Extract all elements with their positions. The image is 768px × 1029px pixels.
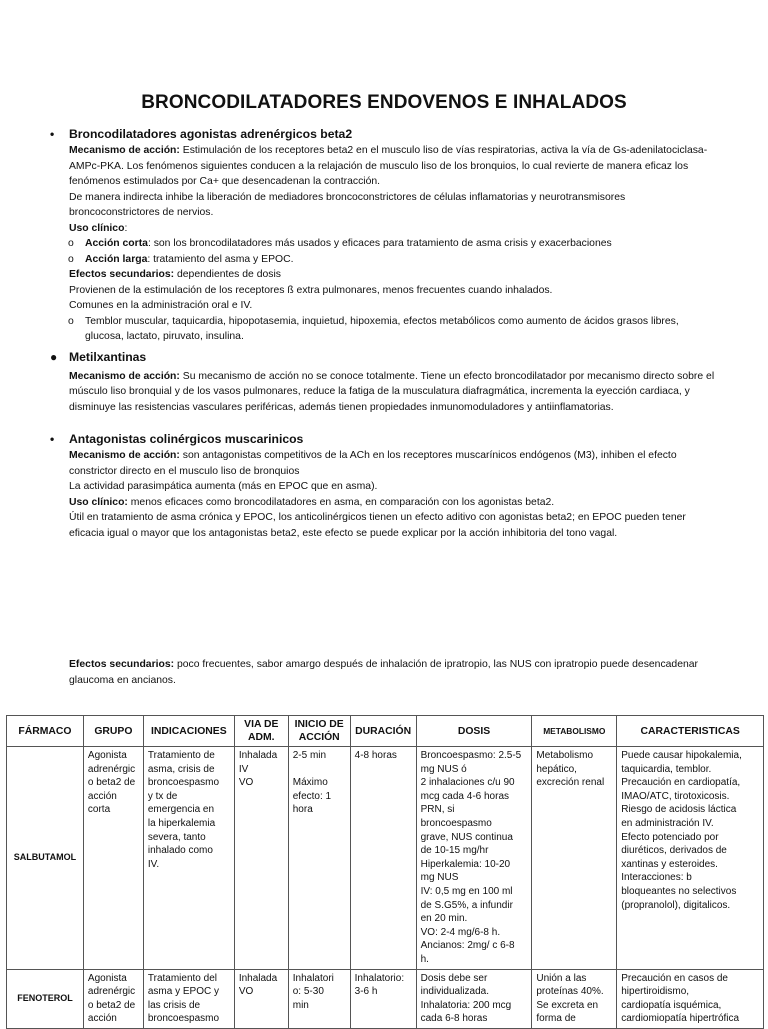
cell-farmaco: SALBUTAMOL [7, 747, 84, 970]
cell-line: inhalado como [147, 845, 213, 857]
cell-line: acción [87, 790, 117, 802]
cell-line: 4-8 horas [354, 750, 397, 761]
cell-line: en 20 min. [420, 913, 468, 925]
header-dosis: DOSIS [416, 716, 532, 747]
cell-line: asma y EPOC y [147, 986, 220, 998]
cell-line: Puede causar hipokalemia, [621, 750, 742, 761]
cell-line: Interacciones: b [621, 872, 692, 884]
cell-metabolismo [532, 747, 617, 970]
cell-farmaco: FENOTEROL [7, 969, 84, 1028]
cell-dosis [416, 969, 532, 1028]
header-metabolismo: METABOLISMO [532, 716, 617, 747]
cell-line: en administración IV. [621, 817, 714, 829]
mecanismo-paragraph: Mecanismo de acción: Estimulación de los receptores beta2 en el musculo liso de vías respiratorias, activa la vía de Gs-adenilatociclasa- [69, 145, 708, 156]
cell-line: Efecto potenciado por [621, 831, 719, 843]
cell-line: mcg cada 4-6 horas [420, 790, 510, 802]
cell-line: VO [238, 986, 254, 998]
text-line: fenómenos estimulados por Ca+ que desencadenan la contracción. [69, 176, 381, 187]
cell-line [293, 763, 346, 777]
efectos-paragraph: Efectos secundarios: dependientes de dosis [69, 269, 281, 280]
text-line: eficacia igual o mayor que los antagonistas beta2, este efecto se puede explicar por la acción inhibitoria del tono vagal. [69, 527, 618, 539]
cell-dosis [416, 747, 532, 970]
header-caracteristicas: CARACTERISTICAS [617, 716, 764, 747]
header-duracion: DURACIÓN [350, 716, 416, 747]
text-line: disminuye las resistencias vasculares periféricas, además tienen propiedades inmunomoduladores y antiinflamatorias. [69, 401, 614, 413]
cell-line: Tratamiento del [147, 972, 217, 984]
cell-via [234, 969, 288, 1028]
cell-caracteristicas [617, 969, 764, 1028]
cell-line: Riesgo de acidosis láctica [621, 804, 737, 816]
cell-line: Agonista [87, 750, 127, 761]
cell-line: diuréticos, derivados de [621, 845, 727, 857]
cell-line: Metabolismo [536, 750, 594, 761]
cell-line: cardiomiopatía hipertrófica [621, 1013, 740, 1025]
text-line: Útil en tratamiento de asma crónica y EPOC, los anticolinérgicos tienen un efecto aditivo con agonistas beta2; en EPOC pueden tener [69, 512, 686, 523]
page-title: BRONCODILATADORES ENDOVENOS E INHALADOS [141, 92, 627, 113]
cell-line: hora [292, 804, 313, 816]
cell-line: 2 inhalaciones c/u 90 [420, 777, 515, 789]
cell-line: Broncoespasmo: 2.5-5 [420, 750, 522, 761]
cell-line: efecto: 1 [292, 790, 332, 802]
cell-line: IV: 0,5 mg en 100 ml [420, 885, 513, 897]
table-header-row [7, 716, 764, 747]
cell-line: las crisis de [147, 999, 201, 1011]
cell-line: individualizada. [420, 986, 490, 998]
circle-bullet-icon: o [68, 315, 74, 327]
drug-table [6, 715, 764, 1029]
cell-line: broncoespasmo [420, 817, 492, 829]
mecanismo-paragraph: Mecanismo de acción: son antagonistas competitivos de la ACh en los receptores muscarínicos endógenos (M3), inhiben el efecto [69, 450, 677, 461]
header-inicio: INICIO DE ACCIÓN [288, 716, 350, 747]
mecanismo-paragraph: Mecanismo de acción: Su mecanismo de acción no se conoce totalmente. Tiene un efecto broncodilatador por mecanismo directo sobre el [69, 370, 715, 382]
uso-clinico-paragraph: Uso clínico: menos eficaces como broncodilatadores en asma, en comparación con los agonistas beta2. [69, 496, 555, 508]
cell-line: 2-5 min [292, 750, 327, 761]
cell-line: Hiperkalemia: 10-20 [420, 858, 511, 870]
cell-line: de 10-15 mg/hr [420, 845, 489, 857]
cell-line: hepático, [536, 763, 577, 775]
cell-line: Se excreta en [536, 999, 599, 1011]
cell-line: de S.G5%, a infundir [420, 899, 513, 911]
section-heading-antagonistas: • Antagonistas colinérgicos muscarinicos [50, 432, 304, 446]
cell-line: Inhalatorio: [354, 972, 405, 984]
cell-line: Agonista [87, 972, 127, 984]
section-heading-beta2: • Broncodilatadores agonistas adrenérgicos beta2 [50, 127, 353, 141]
cell-indicaciones [143, 969, 234, 1028]
bullet-icon: • [50, 127, 55, 141]
cell-line: mg NUS ó [420, 763, 467, 775]
bullet-icon: • [50, 432, 55, 446]
cell-duracion [350, 969, 416, 1028]
cell-line: IV [238, 763, 249, 775]
text-line: Provienen de la estimulación de los receptores ß extra pulmonares, menos frecuentes cuando inhalados. [69, 284, 553, 296]
cell-line: IMAO/ATC, tirotoxicosis. [621, 790, 730, 802]
cell-line: (propranolol), digitalicos. [621, 899, 731, 911]
section-heading-metilxantinas: ● Metilxantinas [50, 349, 147, 364]
cell-line: hipertiroidismo, [621, 986, 690, 998]
cell-line: acción [87, 1013, 117, 1025]
header-indicaciones: INDICACIONES [143, 716, 234, 747]
cell-line: broncoespasmo [147, 1013, 220, 1025]
header-grupo: GRUPO [83, 716, 143, 747]
cell-line: adrenérgic [87, 763, 136, 775]
cell-line: o: 5-30 [292, 986, 324, 998]
cell-line: grave, NUS continua [420, 831, 513, 843]
text-line: glucosa, lactato, piruvato, insulina. [85, 331, 244, 342]
cell-line: bloqueantes no selectivos [621, 885, 737, 897]
text-line: De manera indirecta inhibe la liberación de mediadores broncoconstrictores de células inflamatorias y neurotransmisores [69, 191, 626, 203]
cell-line: emergencia en [147, 804, 215, 816]
text-line: músculo liso bronquial y de los vasos pulmonares, reduce la fatiga de la musculatura diafragmática, incrementa la eyección cardiaca, y [69, 386, 690, 397]
cell-line: Inhalada [238, 750, 278, 761]
cell-line: 3-6 h [354, 986, 378, 998]
cell-line: VO: 2-4 mg/6-8 h. [420, 926, 501, 938]
cell-line: Tratamiento de [147, 750, 215, 761]
cell-line: broncoespasmo [147, 777, 220, 789]
cell-line: PRN, si [420, 804, 455, 816]
cell-line: Ancianos: 2mg/ c 6-8 [420, 940, 515, 952]
cell-indicaciones [143, 747, 234, 970]
cell-inicio [288, 969, 350, 1028]
cell-line: Inhalada [238, 972, 278, 984]
text-line: Comunes en la administración oral e IV. [69, 300, 253, 311]
cell-line: forma de [536, 1013, 576, 1025]
text-line: broncoconstrictores de nervios. [69, 207, 214, 218]
cell-line: adrenérgic [87, 986, 136, 998]
cell-line: proteínas 40%. [536, 986, 604, 998]
circle-bullet-icon: o [68, 253, 74, 265]
table-row [7, 969, 764, 1028]
cell-line: o beta2 de [87, 777, 136, 789]
circle-bullet-icon: o [68, 238, 74, 249]
cell-line: cardiopatía isquémica, [621, 999, 722, 1011]
cell-line: asma, crisis de [147, 763, 215, 775]
efectos-paragraph: Efectos secundarios: poco frecuentes, sabor amargo después de inhalación de ipratropio, las NUS con ipratropio puede desencadenar [69, 659, 698, 670]
header-via: VIA DE ADM. [234, 716, 288, 747]
document-body [50, 126, 722, 688]
cell-line: y tx de [147, 790, 178, 802]
list-item: o Temblor muscular, taquicardia, hipopotasemia, inquietud, hipoxemia, efectos metabólicos como aumento de ácidos grasos libres, [50, 314, 722, 330]
cell-inicio [288, 747, 350, 970]
cell-grupo [83, 747, 143, 970]
uso-clinico-label: Uso clínico: [69, 222, 128, 234]
cell-line: Dosis debe ser [420, 972, 488, 984]
text-line: constrictor directo en el musculo liso de bronquios [69, 465, 300, 477]
cell-line: o beta2 de [87, 999, 136, 1011]
cell-line: Inhalatori [292, 972, 334, 984]
cell-line: IV. [147, 858, 160, 870]
text-line: glaucoma en ancianos. [69, 674, 176, 686]
cell-caracteristicas [617, 747, 764, 970]
cell-line: Unión a las [536, 972, 587, 984]
cell-line: corta [87, 804, 111, 816]
cell-line: min [292, 999, 309, 1011]
cell-line: excreción renal [536, 777, 605, 789]
cell-line: taquicardia, temblor. [621, 763, 712, 775]
cell-line: severa, tanto [147, 831, 206, 843]
cell-line: Máximo [292, 777, 328, 789]
table-row [7, 747, 764, 970]
list-item: o Acción larga: tratamiento del asma y EPOC. [50, 252, 722, 268]
bullet-icon: ● [50, 349, 58, 364]
header-farmaco: FÁRMACO [7, 716, 84, 747]
cell-via [234, 747, 288, 970]
cell-line: la hiperkalemia [147, 817, 216, 829]
cell-metabolismo [532, 969, 617, 1028]
cell-line: Inhalatoria: 200 mcg [420, 999, 512, 1011]
cell-line: mg NUS [420, 872, 459, 884]
cell-line: xantinas y esteroides. [621, 858, 718, 870]
cell-line: Precaución en casos de [621, 972, 728, 984]
cell-line: Precaución en cardiopatía, [621, 777, 741, 789]
list-item: o Acción corta: son los broncodilatadores más usados y eficaces para tratamiento de asma crisis y exacerbaciones [50, 236, 722, 252]
text-line: La actividad parasimpática aumenta (más en EPOC que en asma). [69, 481, 378, 492]
cell-line: cada 6-8 horas [420, 1013, 488, 1025]
cell-duracion [350, 747, 416, 970]
text-line: AMPc-PKA. Los fenómenos siguientes conducen a la relajación de musculo liso de los bronquios, lo cual revierte de manera eficaz los [69, 160, 689, 172]
cell-line: VO [238, 777, 254, 789]
cell-grupo [83, 969, 143, 1028]
cell-line: h. [420, 953, 429, 965]
